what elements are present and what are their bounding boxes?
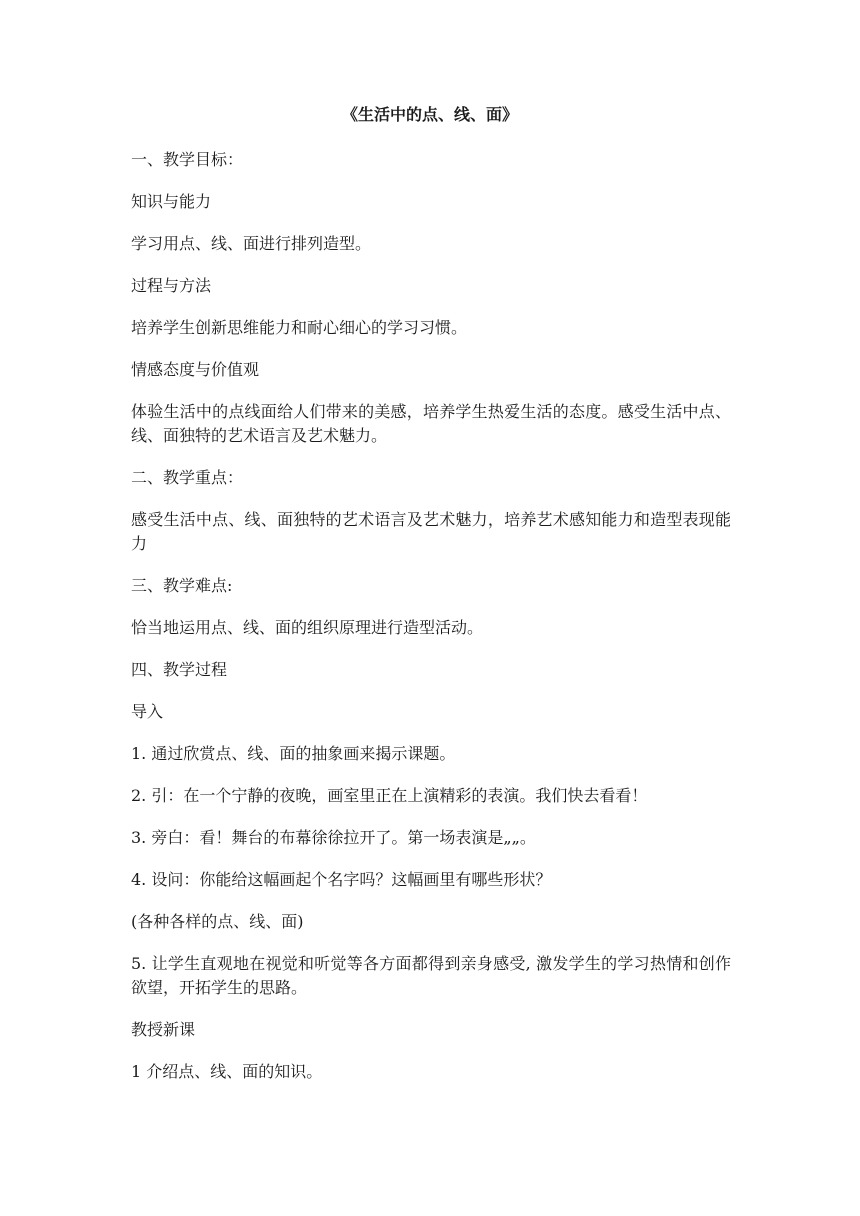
paragraph: 感受生活中点、线、面独特的艺术语言及艺术魅力，培养艺术感知能力和造型表现能力 <box>131 510 731 553</box>
subheading-knowledge-ability: 知识与能力 <box>131 192 212 211</box>
section-heading-objectives: 一、教学目标： <box>131 150 244 169</box>
subheading-emotion-values: 情感态度与价值观 <box>131 360 260 379</box>
section-heading-difficulties: 三、教学难点: <box>131 576 233 595</box>
list-item: 5. 让学生直观地在视觉和听觉等各方面都得到亲身感受, 激发学生的学习热情和创作欲望，开拓学生的思路。 <box>131 954 731 997</box>
paragraph: 培养学生创新思维能力和耐心细心的学习习惯。 <box>131 318 468 337</box>
paragraph: (各种各样的点、线、面) <box>131 912 304 931</box>
subheading-process-method: 过程与方法 <box>131 276 212 295</box>
paragraph: 体验生活中的点线面给人们带来的美感，培养学生热爱生活的态度。感受生活中点、线、面独特的艺术语言及艺术魅力。 <box>131 402 731 445</box>
list-item: 1. 通过欣赏点、线、面的抽象画来揭示课题。 <box>131 744 456 763</box>
section-heading-key-points: 二、教学重点： <box>131 468 244 487</box>
paragraph: 学习用点、线、面进行排列造型。 <box>131 234 372 253</box>
paragraph: 恰当地运用点、线、面的组织原理进行造型活动。 <box>131 618 484 637</box>
list-item: 1 介绍点、线、面的知识。 <box>131 1062 323 1081</box>
list-item: 4. 设问：你能给这幅画起个名字吗？这幅画里有哪些形状？ <box>131 870 552 889</box>
list-item: 2. 引：在一个宁静的夜晚，画室里正在上演精彩的表演。我们快去看看！ <box>131 786 648 805</box>
list-item: 3. 旁白：看！舞台的布幕徐徐拉开了。第一场表演是„„。 <box>131 828 536 847</box>
document-body <box>131 148 731 1102</box>
subheading-new-lesson: 教授新课 <box>131 1020 196 1039</box>
section-heading-process: 四、教学过程 <box>131 660 228 679</box>
subheading-introduction: 导入 <box>131 702 164 721</box>
document-title: 《生活中的点、线、面》 <box>341 105 518 124</box>
